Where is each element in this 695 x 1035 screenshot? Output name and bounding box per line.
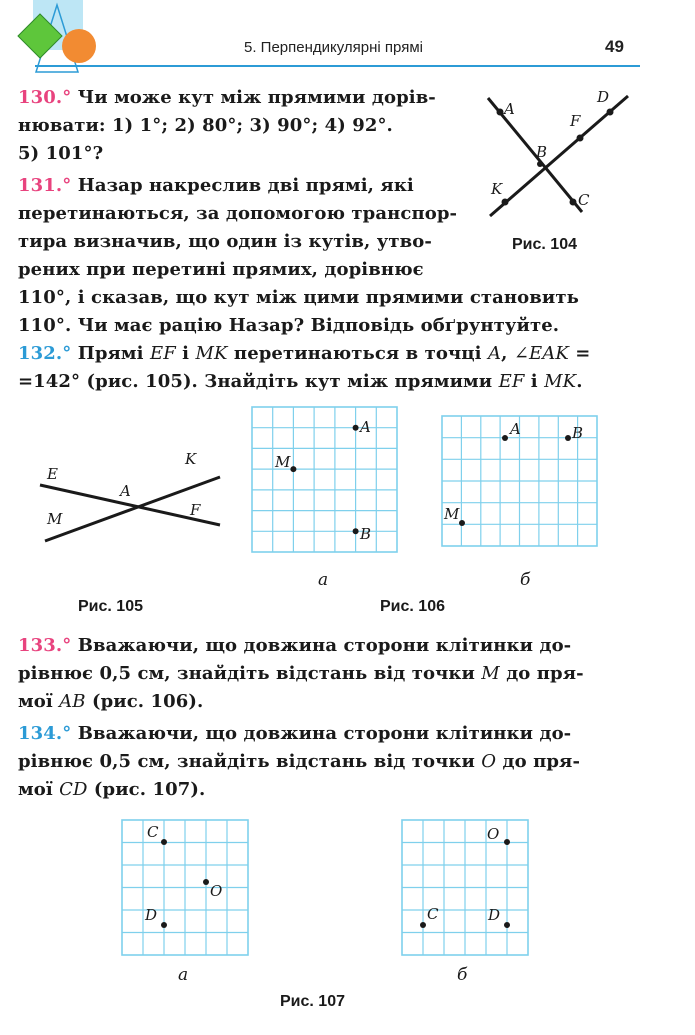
text: . — [576, 371, 583, 392]
text: = — [568, 343, 591, 364]
problem-text: Чи може кут між прямими дорів- — [77, 87, 436, 108]
fig107-sub-a: а — [178, 965, 189, 985]
label-e: E — [47, 465, 58, 483]
label-c: C — [147, 823, 159, 841]
point-b — [353, 528, 359, 534]
point-o — [203, 879, 209, 885]
text: =142° (рис. 105). Знайдіть кут між прямими — [18, 371, 499, 392]
label-a: A — [504, 100, 515, 118]
point-a: A — [487, 343, 502, 364]
text: і — [524, 371, 545, 392]
angle-eak: ∠EAK — [513, 343, 569, 364]
p132-line-1 — [18, 341, 590, 367]
point-a — [497, 109, 504, 116]
p131-line-3: тира визначив, що один із кутів, утво- — [18, 231, 432, 252]
grid-border — [252, 407, 397, 552]
point-b — [537, 161, 543, 167]
text: Прямі — [77, 343, 150, 364]
text: рівнює 0,5 см, знайдіть відстань від точки — [18, 663, 482, 684]
label-b: B — [360, 525, 372, 543]
grid-lines — [252, 407, 397, 552]
label-o: O — [210, 882, 223, 900]
line-ef: EF — [498, 371, 525, 392]
p130-line-2: нювати: 1) 1°; 2) 80°; 3) 90°; 4) 92°. — [18, 115, 393, 136]
point-d — [504, 922, 510, 928]
label-b: B — [572, 424, 584, 442]
problem-number: 132.° — [18, 343, 72, 364]
text: до пря- — [499, 663, 584, 684]
label-a: A — [510, 420, 521, 438]
problem-number: 133.° — [18, 635, 72, 656]
figure-106b — [430, 402, 610, 552]
header-orange-circle-icon — [62, 29, 96, 63]
fig104-caption: Рис. 104 — [512, 236, 577, 253]
point-c — [570, 199, 577, 206]
label-m: M — [47, 510, 63, 528]
text: і — [175, 343, 196, 364]
line-ef: EF — [149, 343, 176, 364]
line-ab: AB — [59, 691, 86, 712]
p132-line-2 — [18, 369, 583, 395]
grid-lines — [122, 820, 248, 955]
label-a: A — [120, 482, 131, 500]
point-d — [607, 109, 614, 116]
problem-text: Вважаючи, що довжина сторони клітинки до- — [77, 635, 572, 656]
label-k: K — [491, 180, 503, 198]
point-c — [420, 922, 426, 928]
label-f: F — [190, 501, 201, 519]
text: рівнює 0,5 см, знайдіть відстань від точки — [18, 751, 482, 772]
label-k: K — [185, 450, 197, 468]
figure-105 — [30, 445, 230, 555]
line-cd: CD — [59, 779, 88, 800]
text: перетинаються в точці — [227, 343, 488, 364]
fig105-caption: Рис. 105 — [78, 598, 143, 615]
label-m: M — [444, 505, 460, 523]
text: мої — [18, 779, 60, 800]
p130-line-1 — [18, 85, 436, 111]
p133-line-2 — [18, 661, 584, 687]
label-d: D — [488, 906, 501, 924]
point-f — [577, 135, 584, 142]
fig106-sub-a: а — [318, 570, 329, 590]
point-o — [504, 839, 510, 845]
point-a — [353, 425, 359, 431]
p131-line-6: 110°. Чи має рацію Назар? Відповідь обґрунтуйте. — [18, 315, 560, 336]
problem-text: Вважаючи, що довжина сторони клітинки до- — [77, 723, 572, 744]
p131-line-5: 110°, і сказав, що кут між цими прямими становить — [18, 287, 579, 308]
figure-107a — [110, 810, 260, 960]
label-a: A — [360, 418, 371, 436]
line-mk: MK — [195, 343, 228, 364]
p134-line-2 — [18, 749, 580, 775]
p133-line-1 — [18, 633, 571, 659]
label-d: D — [145, 906, 158, 924]
fig107-sub-b: б — [457, 965, 468, 985]
fig107-caption: Рис. 107 — [280, 993, 345, 1010]
label-d: D — [597, 88, 610, 106]
fig106-caption: Рис. 106 — [380, 598, 445, 615]
problem-number: 130.° — [18, 87, 72, 108]
point-o: O — [481, 751, 497, 772]
text: (рис. 107). — [87, 779, 206, 800]
label-b: B — [536, 143, 548, 161]
label-f: F — [570, 112, 581, 130]
point-d — [161, 922, 167, 928]
p134-line-1 — [18, 721, 571, 747]
point-a — [502, 435, 508, 441]
label-m: M — [275, 453, 291, 471]
problem-text: Назар накреслив дві прямі, які — [77, 175, 414, 196]
p133-line-3 — [18, 689, 203, 715]
text: до пря- — [496, 751, 581, 772]
problem-number: 134.° — [18, 723, 72, 744]
p131-line-1 — [18, 173, 414, 199]
point-m: M — [481, 663, 500, 684]
label-o: O — [487, 825, 500, 843]
header-decoration — [0, 0, 695, 75]
fig106-sub-b: б — [520, 570, 531, 590]
figure-104 — [470, 84, 640, 234]
point-m — [459, 520, 465, 526]
figure-106a — [240, 397, 415, 562]
label-c: C — [427, 905, 439, 923]
figure-107b — [390, 810, 540, 960]
line-mk: MK — [544, 371, 577, 392]
point-k — [502, 199, 509, 206]
p134-line-3 — [18, 777, 205, 803]
text: , — [501, 343, 514, 364]
text: (рис. 106). — [85, 691, 204, 712]
text: мої — [18, 691, 60, 712]
point-m — [290, 466, 296, 472]
point-c — [161, 839, 167, 845]
p131-line-4: рених при перетині прямих, дорівнює — [18, 259, 424, 280]
p130-line-3: 5) 101°? — [18, 143, 104, 164]
page-number: 49 — [605, 37, 624, 56]
point-b — [565, 435, 571, 441]
p131-line-2: перетинаються, за допомогою транспор- — [18, 203, 458, 224]
problem-number: 131.° — [18, 175, 72, 196]
section-title: 5. Перпендикулярні прямі — [244, 39, 423, 56]
label-c: C — [578, 191, 590, 209]
